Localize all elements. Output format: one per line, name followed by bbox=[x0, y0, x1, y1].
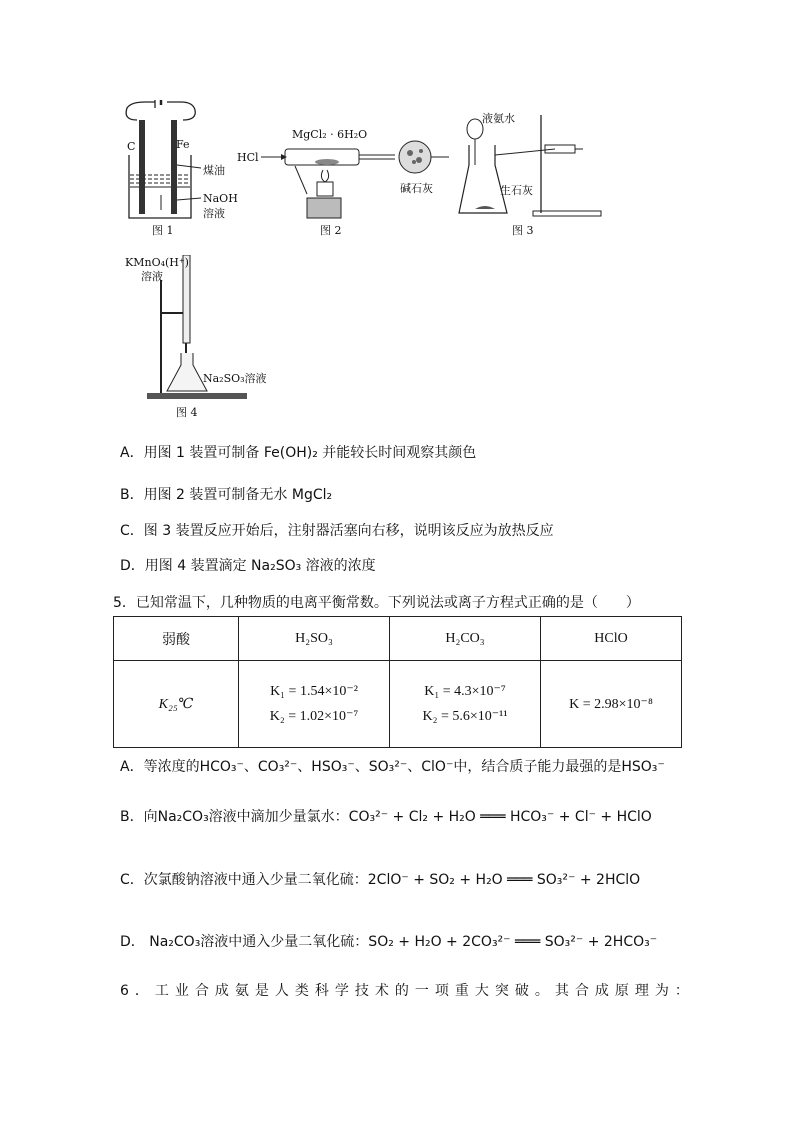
fig1-label-naoh: NaOH bbox=[203, 192, 238, 205]
h2co3-k1: K₁ = 4.3×10⁻⁷ bbox=[424, 684, 506, 699]
table-cell-h2so3 bbox=[239, 661, 390, 748]
table-header-h2so3: H₂SO₃ bbox=[239, 617, 390, 661]
table-cell-h2co3 bbox=[390, 661, 541, 748]
fig3-label-lime: 生石灰 bbox=[500, 184, 533, 197]
fig1-label-fe: Fe bbox=[176, 138, 190, 151]
ionization-constant-table bbox=[113, 616, 682, 748]
q4-option-d: D．用图 4 装置滴定 Na₂SO₃ 溶液的浓度 bbox=[120, 558, 376, 574]
fig1-label-oil: 煤油 bbox=[203, 164, 225, 177]
fig2-label-mgcl2: MgCl₂ · 6H₂O bbox=[292, 128, 368, 141]
fig4-caption: 图 4 bbox=[176, 406, 198, 419]
fig1-label-c: C bbox=[127, 140, 136, 153]
figure-1-electrolysis bbox=[115, 100, 215, 235]
h2co3-k2: K₂ = 5.6×10⁻¹¹ bbox=[422, 709, 508, 724]
table-header-hclo: HClO bbox=[541, 617, 682, 661]
fig2-caption: 图 2 bbox=[320, 224, 342, 237]
fig1-label-solution: 溶液 bbox=[203, 207, 225, 220]
table-header-h2co3: H₂CO₃ bbox=[390, 617, 541, 661]
table-cell-hclo bbox=[541, 661, 682, 748]
fig3-caption: 图 3 bbox=[512, 224, 534, 237]
fig1-caption: 图 1 bbox=[152, 224, 174, 237]
q5-option-b: B．向Na₂CO₃溶液中滴加少量氯水：CO₃²⁻ + Cl₂ + H₂O ═══ HCO₃⁻ + Cl⁻ + HClO bbox=[120, 809, 652, 825]
q5-option-d: D． Na₂CO₃溶液中通入少量二氧化硫：SO₂ + H₂O + 2CO₃²⁻ ═══ SO₃²⁻ + 2HCO₃⁻ bbox=[120, 934, 658, 950]
q4-option-c: C．图 3 装置反应开始后，注射器活塞向右移，说明该反应为放热反应 bbox=[120, 523, 554, 539]
fig4-label-kmno4: KMnO₄(H⁺) bbox=[125, 256, 189, 269]
figure-3-ammonia-apparatus bbox=[455, 105, 605, 225]
q4-option-a: A．用图 1 装置可制备 Fe(OH)₂ 并能较长时间观察其颜色 bbox=[120, 445, 477, 461]
table-header-weak-acid: 弱酸 bbox=[114, 617, 239, 661]
fig2-label-sodalime: 碱石灰 bbox=[400, 182, 433, 195]
h2so3-k2: K₂ = 1.02×10⁻⁷ bbox=[269, 709, 359, 724]
fig2-label-hcl: HCl bbox=[237, 151, 259, 164]
hclo-k: K = 2.98×10⁻⁸ bbox=[569, 696, 653, 712]
fig4-label-kmno4-solution: 溶液 bbox=[141, 270, 163, 283]
fig4-label-na2so3: Na₂SO₃溶液 bbox=[203, 372, 267, 385]
q5-option-c: C．次氯酸钠溶液中通入少量二氧化硫：2ClO⁻ + SO₂ + H₂O ═══ SO₃²⁻ + 2HClO bbox=[120, 872, 641, 888]
q4-option-b: B．用图 2 装置可制备无水 MgCl₂ bbox=[120, 487, 333, 503]
h2so3-k1: K₁ = 1.54×10⁻² bbox=[270, 684, 358, 699]
q5-stem: 5．已知常温下，几种物质的电离平衡常数。下列说法或离子方程式正确的是（ ） bbox=[113, 595, 640, 611]
k25-label: K₂₅℃ bbox=[158, 696, 194, 712]
fig3-label-ammonia: 液氨水 bbox=[482, 112, 515, 125]
table-row-label bbox=[114, 661, 239, 748]
q5-option-a: A．等浓度的HCO₃⁻、CO₃²⁻、HSO₃⁻、SO₃²⁻、ClO⁻中，结合质子能力最强的是HSO₃⁻ bbox=[120, 759, 665, 775]
q6-stem: 6．工业合成氨是人类科学技术的一项重大突破。其合成原理为： bbox=[120, 983, 695, 999]
